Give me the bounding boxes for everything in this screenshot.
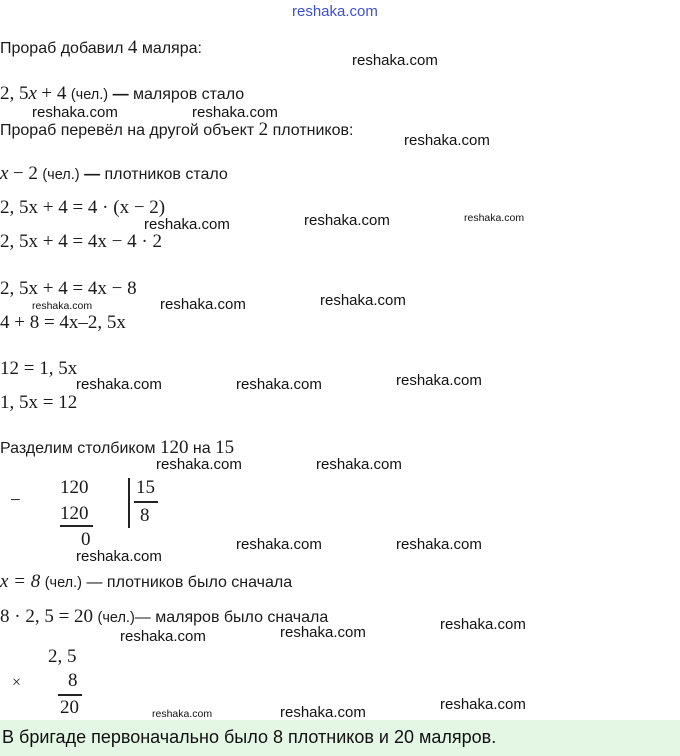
watermark: reshaka.com (396, 536, 482, 553)
division-quotient: 8 (140, 505, 150, 526)
watermark: reshaka.com (396, 372, 482, 389)
watermark: reshaka.com (404, 132, 490, 149)
watermark: reshaka.com (304, 212, 390, 229)
answer-text: В бригаде первоначально было 8 плотников и 20 маляров. (2, 727, 497, 747)
division-divisor-line (134, 501, 158, 503)
text-line-5: Разделим столбиком 120 на 15 (0, 437, 235, 458)
division-dividend: 120 (60, 477, 89, 498)
watermark: reshaka.com (440, 696, 526, 713)
watermark-top: reshaka.com (292, 3, 378, 20)
equation-6: 1, 5x = 12 (0, 392, 78, 413)
division-underline (60, 525, 93, 527)
equation-1: 2, 5x + 4 = 4 · (x − 2) (0, 197, 166, 218)
division-subtrahend: 120 (60, 503, 89, 524)
watermark: reshaka.com (464, 212, 525, 224)
division-vertical-bar (128, 478, 130, 528)
watermark: reshaka.com (236, 536, 322, 553)
watermark: reshaka.com (156, 456, 242, 473)
watermark: reshaka.com (32, 300, 93, 312)
text-line-1: Прораб добавил 4 маляра: (0, 37, 202, 58)
division-remainder: 0 (81, 529, 91, 550)
division-divisor: 15 (136, 477, 155, 498)
mult-factor-b: 8 (68, 670, 78, 691)
watermark: reshaka.com (440, 616, 526, 633)
watermark: reshaka.com (280, 624, 366, 641)
watermark: reshaka.com (236, 376, 322, 393)
equation-2: 2, 5x + 4 = 4x − 4 · 2 (0, 231, 162, 252)
equation-4: 4 + 8 = 4x–2, 5x (0, 312, 126, 333)
equation-5: 12 = 1, 5x (0, 358, 78, 379)
mult-operator: × (12, 674, 22, 691)
watermark: reshaka.com (152, 708, 213, 720)
watermark: reshaka.com (316, 456, 402, 473)
watermark: reshaka.com (76, 548, 162, 565)
watermark: reshaka.com (192, 104, 278, 121)
text-line-3: Прораб перевёл на другой объект 2 плотников: (0, 119, 354, 140)
mult-result: 20 (60, 697, 79, 718)
watermark: reshaka.com (352, 52, 438, 69)
text-line-6: x = 8 (чел.) — плотников было сначала (0, 571, 293, 592)
text-line-4: x − 2 (чел.) — плотников стало (0, 163, 228, 184)
watermark: reshaka.com (144, 216, 230, 233)
watermark: reshaka.com (32, 104, 118, 121)
division-minus: − (10, 490, 21, 511)
text-line-2: 2, 5x + 4 (чел.) — маляров стало (0, 83, 245, 104)
equation-3: 2, 5x + 4 = 4x − 8 (0, 278, 137, 299)
watermark: reshaka.com (320, 292, 406, 309)
watermark: reshaka.com (120, 628, 206, 645)
answer-banner (0, 720, 680, 756)
watermark: reshaka.com (280, 704, 366, 721)
watermark: reshaka.com (160, 296, 246, 313)
mult-underline (58, 694, 82, 696)
text-line-7: 8 · 2, 5 = 20 (чел.)— маляров было сначала (0, 606, 329, 627)
watermark: reshaka.com (76, 376, 162, 393)
mult-factor-a: 2, 5 (48, 646, 77, 667)
